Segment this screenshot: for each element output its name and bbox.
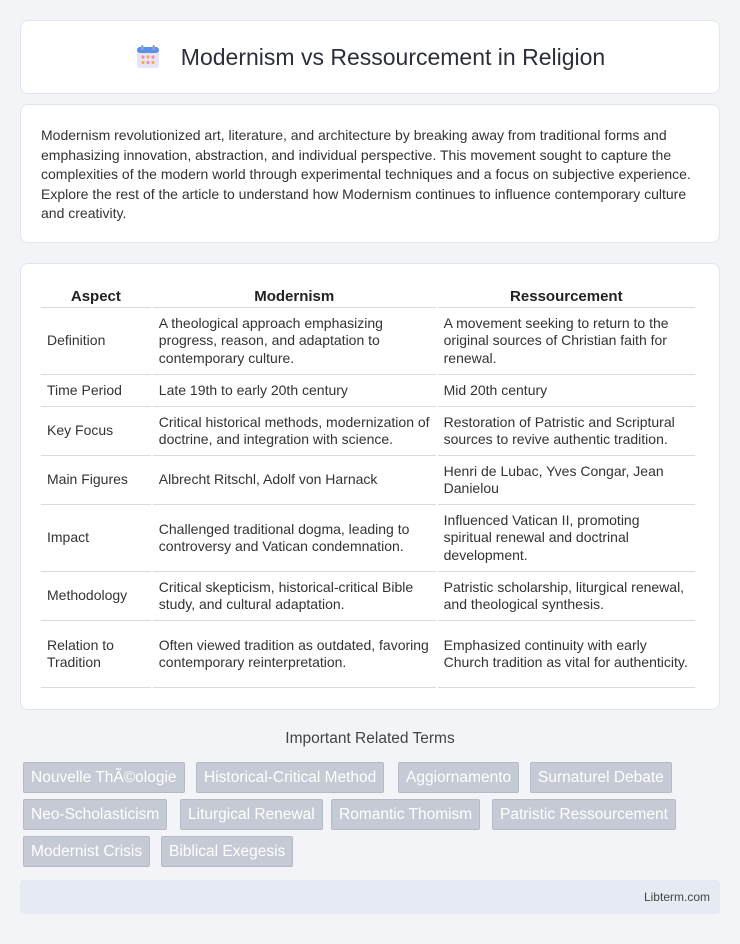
header-card <box>20 20 720 94</box>
tag-neo-scholasticism[interactable]: Neo-Scholasticism <box>23 799 167 830</box>
footer-site-link[interactable]: Libterm.com <box>643 890 710 904</box>
row-ressourcement: Restoration of Patristic and Scriptural sources to revive authentic tradition. <box>438 407 695 456</box>
comparison-table <box>39 284 697 688</box>
page-title: Modernism vs Ressourcement in Religion <box>180 43 606 70</box>
row-modernism: Critical historical methods, modernization of doctrine, and integration with science. <box>153 407 436 456</box>
row-aspect: Definition <box>41 308 151 375</box>
comparison-card <box>20 263 720 710</box>
intro-paragraph: Modernism revolutionized art, literature, and architecture by breaking away from traditional forms and emphasizing innovation, abstraction, and individual perspective. This movement sought to capture the complexities of the modern world through experimental techniques and a focus on subjective experience. Explore the rest of the article to understand how Modernism continues to influence contemporary culture and creativity. <box>41 127 691 222</box>
intro-card <box>20 104 720 243</box>
row-aspect: Time Period <box>41 375 151 407</box>
tag-aggiornamento[interactable]: Aggiornamento <box>398 762 519 793</box>
table-row <box>41 505 695 572</box>
row-aspect: Relation to Tradition <box>41 621 151 688</box>
table-header-row <box>41 284 695 308</box>
row-aspect: Methodology <box>41 572 151 621</box>
row-aspect: Key Focus <box>41 407 151 456</box>
tag-biblical-exegesis[interactable]: Biblical Exegesis <box>161 836 293 867</box>
tag-romantic-thomism[interactable]: Romantic Thomism <box>331 799 480 830</box>
row-modernism: Often viewed tradition as outdated, favoring contemporary reinterpretation. <box>153 621 436 688</box>
table-row <box>41 572 695 621</box>
row-ressourcement: Emphasized continuity with early Church tradition as vital for authenticity. <box>438 621 695 688</box>
table-row <box>41 456 695 505</box>
tag-modernist-crisis[interactable]: Modernist Crisis <box>23 836 150 867</box>
row-modernism: A theological approach emphasizing progress, reason, and adaptation to contemporary culture. <box>153 308 436 375</box>
tag-liturgical-renewal[interactable]: Liturgical Renewal <box>180 799 323 830</box>
calendar-icon <box>135 44 161 70</box>
footer <box>20 880 720 914</box>
header-modernism: Modernism <box>153 284 436 308</box>
row-modernism: Late 19th to early 20th century <box>153 375 436 407</box>
row-modernism: Challenged traditional dogma, leading to controversy and Vatican condemnation. <box>153 505 436 572</box>
row-ressourcement: Patristic scholarship, liturgical renewal, and theological synthesis. <box>438 572 695 621</box>
table-row <box>41 308 695 375</box>
row-modernism: Albrecht Ritschl, Adolf von Harnack <box>153 456 436 505</box>
tag-patristic-ressourcement[interactable]: Patristic Ressourcement <box>492 799 676 830</box>
row-aspect: Main Figures <box>41 456 151 505</box>
row-ressourcement: Mid 20th century <box>438 375 695 407</box>
related-terms-title: Important Related Terms <box>285 730 455 747</box>
table-row <box>41 407 695 456</box>
table-row <box>41 375 695 407</box>
tag-nouvelle-theologie[interactable]: Nouvelle ThÃ©ologie <box>23 762 185 793</box>
header-aspect: Aspect <box>41 284 151 308</box>
row-ressourcement: A movement seeking to return to the original sources of Christian faith for renewal. <box>438 308 695 375</box>
row-aspect: Impact <box>41 505 151 572</box>
row-ressourcement: Henri de Lubac, Yves Congar, Jean Danielou <box>438 456 695 505</box>
tag-historical-critical-method[interactable]: Historical-Critical Method <box>196 762 384 793</box>
table-row <box>41 621 695 688</box>
header-ressourcement: Ressourcement <box>438 284 695 308</box>
row-ressourcement: Influenced Vatican II, promoting spiritual renewal and doctrinal development. <box>438 505 695 572</box>
tag-surnaturel-debate[interactable]: Surnaturel Debate <box>530 762 672 793</box>
row-modernism: Critical skepticism, historical-critical Bible study, and cultural adaptation. <box>153 572 436 621</box>
